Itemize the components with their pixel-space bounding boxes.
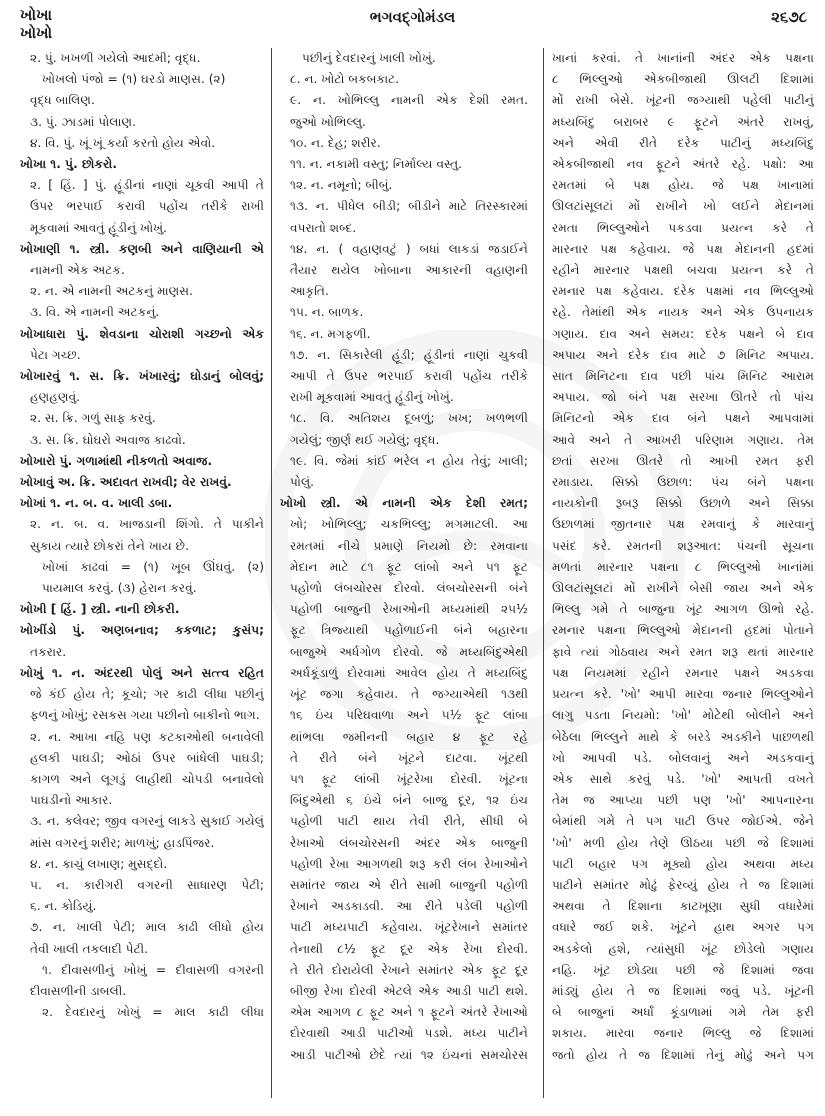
entry-text-line: વૃદ્ધ બાલિણ.: [30, 93, 95, 108]
entry-text-line: અડકેલો હશે, ત્યાંસુધી ખૂંટ છોડેલો ગણાય: [552, 941, 814, 956]
entry-text-line: મળતાં મારનાર પક્ષના ૮ ભિલ્લુઓ ખાનાંમાં: [552, 559, 814, 574]
entry-text-line: પેટા ગચ્છ.: [30, 347, 81, 362]
entry-text-line: પાયમાલ કરવું. (૩) હેરાન કરવું.: [42, 581, 197, 596]
entry-text-line: રેખાઓ લંબચોરસની અંદર એક બાજુની: [290, 835, 528, 850]
entry-text-line: ઊલટાંસૂલટાં મોં રાખીને ખો લઈને મેદાનમાં: [552, 199, 814, 214]
entry-text-line: ૨. સ. ક્રિ. ગળું સાફ કરવું.: [30, 411, 156, 426]
entry-text-line: મોં રાખી બેસે. ખૂંટની જગ્યાથી પહેલી પાટીનું: [552, 93, 814, 108]
entry-text-line: તે રીતે દોરાયેલી રેખાને સમાંતર એક ફૂટ દૂર: [290, 962, 528, 977]
entry-text-line: ૨. [ હિં. ] પું. હૂંડીનાં નાણાં ચૂકવી આપી તે: [30, 178, 264, 193]
headword-entry-line: ખોખી [ હિં. ] સ્ત્રી. નાની છોકરી.: [20, 602, 180, 617]
entry-text-line: રમતા ભિલ્લુઓને પકડવા પ્રયત્ન કરે તે: [552, 220, 814, 235]
entry-text-line: થાંભલા જમીનની બહાર ૪ ફૂટ રહે: [290, 729, 528, 744]
entry-text-line: ખો આપવી પડે. બોલવાનું અને અડકવાનું: [552, 750, 814, 765]
entry-text-line: ૨. ન. બ. વ. ખાજડાની શિંગો. તે પાકીને: [30, 517, 264, 532]
entry-text-line: ઉપર ભરપાઈ કરાવી પહોંચ તરીકે રાખી: [30, 199, 264, 214]
headword-entry-line: ખોખો સ્ત્રી. એ નામની એક દેશી રમત;: [280, 496, 528, 511]
headword-entry-line: ખોખું ૧. ન. અંદરથી પોલું અને સત્ત્વ રહિત: [20, 665, 264, 680]
entry-text-line: પહોળી રેખા આગળથી શરૂ કરી લંબ રેખાઓને: [290, 856, 528, 871]
entry-text-line: ૧૯. વિ. જેમાં કાંઈ ભરેલ ન હોય તેવું; ખાલી;: [290, 453, 528, 468]
entry-text-line: પોલું.: [290, 475, 315, 490]
entry-text-line: તેવી ખાલી તકલાદી પેટી.: [30, 941, 149, 956]
entry-text-line: ૩. વિ. એ નામની અટકનું.: [30, 305, 160, 320]
entry-text-line: નાયકોની રૂબરૂ સિક્કો ઉછાળે અને સિક્કા: [552, 496, 814, 511]
entry-text-line: ૧૨. ન. નમૂનો; બીબું.: [290, 178, 393, 193]
dictionary-column-2: [280, 48, 528, 1108]
entry-text-line: દીવાસળીની ડાબલી.: [30, 983, 127, 998]
entry-text-line: ભિલ્લુ ગમે તે બાજુના ખૂંટ આગળ ઊભો રહે.: [552, 602, 814, 617]
entry-text-line: ખોખલો પંજો = (૧) ઘરડો માણસ. (૨): [42, 72, 226, 87]
column-divider: [271, 48, 272, 1098]
entry-text-line: ૬. ન. કોડિયું.: [30, 899, 97, 914]
entry-text-line: બે બાજુનાં અર્ધાં કૂંડાળામાં ગમે તેમ ફરી: [552, 1005, 814, 1020]
entry-text-line: નામની એક અટક.: [30, 263, 125, 278]
entry-text-line: રમનાર પક્ષના ભિલ્લુઓ મેદાનની હદમાં પોતાને: [552, 623, 814, 638]
entry-text-line: તેમ જ આપ્યા પછી પણ 'ખો' આપનારના: [552, 793, 814, 808]
entry-text-line: ૮ ભિલ્લુઓ એકબીજાથી ઊલટી દિશામાં: [552, 72, 814, 87]
entry-text-line: વપરાતો શબ્દ.: [290, 220, 357, 235]
entry-text-line: તૈયાર થયેલ ખોબાના આકારની વહાણની: [290, 263, 528, 278]
column-divider: [543, 48, 544, 1098]
entry-text-line: મધ્યબિંદુ બરાબર ૯ ફૂટને અંતરે રાખવું,: [552, 114, 814, 129]
headword-entry-line: ખોખીંડો પું. અણબનાવ; કકળાટ; કુસંપ;: [20, 623, 264, 638]
entry-text-line: સાત મિનિટના દાવ પછી પાંચ મિનિટ આરામ: [552, 369, 814, 384]
entry-text-line: પહોળી પાટી થાય તેવી રીતે, સીધી બે: [290, 814, 528, 829]
entry-text-line: એકબીજાથી નવ ફૂટને અંતરે રહે. પક્ષો: આ: [552, 157, 814, 172]
entry-text-line: તેનાથી ૮½ ફૂટ દૂર એક રેખા દોરવી.: [290, 941, 528, 956]
entry-text-line: તકરાર.: [30, 644, 67, 659]
entry-text-line: દોરવાથી આડી પાટીઓ પડશે. મધ્ય પાટીને: [290, 1026, 528, 1041]
entry-text-line: રમાડાય. સિક્કો ઉછાળ: પંચ બંને પક્ષના: [552, 475, 814, 490]
entry-text-line: રાખી મૂકવામાં આવતું હૂંડીનું ખોખું.: [290, 390, 454, 405]
entry-text-line: એક સાથે કરવું પડે. 'ખો' આપતી વખતે: [552, 771, 814, 786]
entry-text-line: પાઘડીનો આકાર.: [30, 793, 113, 808]
entry-text-line: આપી તે ઉપર ભરપાઈ કરાવી પહોંચ તરીકે: [290, 369, 528, 384]
entry-text-line: માંડ્યું હોય તે જ દિશામાં જવું પડે. ખૂંટની: [552, 983, 814, 998]
entry-text-line: ૩. પું. ઝાડમાં પોલાણ.: [30, 114, 136, 129]
entry-text-line: અથવા તે દિશાના કાટખૂણા સુધી વધારેમાં: [552, 899, 814, 914]
entry-text-line: ૧૫. ન. બાળક.: [290, 305, 364, 320]
book-title: ભગવદ્ગોમંડલ: [369, 8, 456, 26]
dictionary-column-1: [20, 48, 264, 1108]
entry-text-line: મૂકવામાં આવતું હૂંડીનું ખોખું.: [30, 220, 168, 235]
entry-text-line: હણહણવું.: [30, 390, 81, 405]
entry-text-line: પાટી મધ્યપાટી કહેવાય. ખૂંટરેખાને સમાંતર: [290, 920, 528, 935]
entry-text-line: ગણાય. દાવ અને સમય: દરેક પક્ષને બે દાવ: [552, 326, 814, 341]
entry-text-line: આકૃતિ.: [290, 284, 329, 299]
headword-entry-line: ખોખાવું અ. ક્રિ. અદાવત રાખવી; વેર રાખવું.: [20, 475, 232, 490]
entry-text-line: છતાં સરખા ઊતરે તો આખી રમત ફરી: [552, 453, 814, 468]
page-header: [0, 0, 825, 46]
entry-text-line: ૫૧ ફૂટ લાંબી ખૂંટરેખા દોરવી. ખૂંટના: [290, 771, 528, 786]
entry-text-line: ૨. ન. એ નામની અટકનું માણસ.: [30, 284, 194, 299]
entry-text-line: રમનાર પક્ષ કહેવાય. દરેક પક્ષમાં નવ ભિલ્લુઓ: [552, 284, 814, 299]
entry-text-line: લાગુ પડતા નિયમો: 'ખો' મોટેથી બોલીને અને: [552, 708, 814, 723]
entry-text-line: ૧૦. ન. દેહ; શરીર.: [290, 135, 381, 150]
entry-text-line: જે કંઈ હોય તે; કૂચો; ગર કાઢી લીધા પછીનું: [30, 687, 264, 702]
entry-text-line: પહોળો લંબચોરસ દોરવો. લંબચોરસની બંને: [290, 581, 528, 596]
entry-text-line: સુકાય ત્યારે છોકરાં તેને ખાય છે.: [30, 538, 189, 553]
headword-entry-line: ખોખારો પું. ગળામાંથી નીકળતો અવાજ.: [20, 453, 213, 468]
entry-text-line: ૧૩. ન. પીધેલ બીડી; બીડીને માટે તિરસ્કારમાં: [290, 199, 528, 214]
entry-text-line: ખૂંટ જગા કહેવાય. તે જગ્યાએથી ૧૩થી: [290, 687, 528, 702]
entry-text-line: નહિ. ખૂંટ છોડ્યા પછી જે દિશામાં જવા: [552, 962, 814, 977]
entry-text-line: અપાય. જો બંને પક્ષ સરખા ઊતરે તો પાંચ: [552, 390, 814, 405]
entry-text-line: પસંદ કરે. રમતની શરૂઆત: પંચની સૂચના: [552, 538, 814, 553]
entry-text-line: ૮. ન. ખોટો બકબકાટ.: [290, 72, 400, 87]
entry-text-line: પહોળી બાજુની રેખાઓની મધ્યમાંથી ૨૫½: [290, 602, 528, 617]
entry-text-line: ૪. વિ. પું. ખૂં ખૂં કર્યા કરતો હોય એવો.: [30, 135, 216, 150]
entry-text-line: ૩. ન. કલેવર; જીવ વગરનું લાકડે સુકાઈ ગયેલું: [30, 814, 264, 829]
headword-entry-line: ખોખા ૧. પું. છોકરો.: [20, 157, 117, 172]
headword-entry-line: ખોખાં ૧. ન. બ. વ. ખાલી ડબા.: [20, 496, 173, 511]
entry-text-line: બાજુએ અર્ધગોળ દોરવો. જે મધ્યબિંદુએથી: [290, 644, 528, 659]
headword-entry-line: ખોખાણી ૧. સ્ત્રી. કણબી અને વાણિયાની એ: [20, 241, 264, 256]
entry-text-line: હલકી પાઘડી; ઓઠાં ઉપર બાંધેલી પાઘડી;: [30, 750, 264, 765]
entry-text-line: ખો; ખોભિલ્લુ; ચકભિલ્લુ; મગમાટલી. આ: [290, 517, 528, 532]
entry-text-line: મેદાન માટે ૮૧ ફૂટ લાંબો અને ૫૧ ફૂટ: [290, 559, 528, 574]
entry-text-line: અને એવી રીતે દરેક પાટીનું મધ્યબિંદુ: [552, 135, 814, 150]
guide-word-last: ખોખો: [20, 24, 53, 42]
entry-text-line: રેખાને અડકાડવી. આ રીતે પડેલી પહોળી: [290, 899, 528, 914]
entry-text-line: ૩. સ. ક્રિ. ઘોઘરો અવાજ કાઢવો.: [30, 432, 186, 447]
entry-text-line: રહે. તેમાંથી એક નાયક અને એક ઉપનાયક: [552, 305, 814, 320]
entry-text-line: બિંદુએથી ૬ ઇંચે બંને બાજુ દૂર, ૧૨ ઇંચ: [290, 793, 528, 808]
entry-text-line: જતો હોય તે જ દિશામાં તેનું મોઢું અને પગ: [552, 1047, 814, 1062]
entry-text-line: 'ખો' મળી હોય તેણે ઊઠયા પછી જે દિશામાં: [552, 835, 814, 850]
entry-text-line: ફળનું ખોખું; રસકસ ગયા પછીનો બાકીનો ભાગ.: [30, 708, 260, 723]
entry-text-line: ફૂટ ત્રિજ્યાથી પહોળાઈની બંને બહારના: [290, 623, 528, 638]
entry-text-line: ૨. ન. આખા નહિ પણ કટકાઓથી બનાવેલી: [30, 729, 264, 744]
entry-text-line: ૧૬. ન. મગફળી.: [290, 326, 371, 341]
entry-text-line: ગયેલું; જીર્ણ થઈ ગયેલું; વૃદ્ધ.: [290, 432, 440, 447]
guide-word-first: ખોખા: [20, 6, 53, 24]
entry-text-line: આડી પાટીઓ છેદે ત્યાં ૧૨ ઇંચનાં સમચોરસ: [290, 1047, 528, 1062]
entry-text-line: સમાંતર જાય એ રીતે સામી બાજુની પહોળી: [290, 877, 528, 892]
entry-text-line: ૨. દેવદારનું ખોખું = માલ કાઢી લીધા: [42, 1005, 264, 1020]
entry-text-line: બેમાંથી ગમે તે પગ પાટી ઉપર જોઈએ. જેને: [552, 814, 814, 829]
entry-text-line: ૨. પું. ખખળી ગયેલો આદમી; વૃદ્ધ.: [30, 51, 201, 65]
entry-text-line: શકાય. મારવા જનાર ભિલ્લુ જે દિશામાં: [552, 1026, 814, 1041]
entry-text-line: બીજી રેખા દોરવી એટલે એક આડી પાટી થશે.: [290, 983, 528, 998]
entry-text-line: અર્ધકૂંડાળું દોરવામાં આવેલ હોય તે મધ્યબિંદુ: [290, 665, 528, 680]
entry-text-line: અપાય અને દરેક દાવ માટે ૭ મિનિટ અપાય.: [552, 347, 814, 362]
entry-text-line: ઉછાળમાં જીતનાર પક્ષ રમવાનું કે મારવાનું: [552, 517, 814, 532]
entry-text-line: ખાનાં કરવાં. તે ખાનાંની અંદર એક પક્ષના: [552, 51, 814, 65]
entry-text-line: ૧૧. ન. નકામી વસ્તુ; નિર્માલ્ય વસ્તુ.: [290, 157, 463, 172]
entry-text-line: રહીને મારનાર પક્ષથી બચવા પ્રયત્ન કરે તે: [552, 263, 814, 278]
entry-text-line: ખોખાં કાઢવાં = (૧) ખૂબ ઊંઘવું. (૨): [42, 559, 264, 574]
entry-text-line: જુઓ ખોભિલ્લુ.: [290, 114, 366, 129]
entry-text-line: ૧૭. ન. સિકારેલી હૂંડી; હૂંડીનાં નાણાં ચુકવી: [290, 347, 528, 362]
entry-text-line: એમ આગળ ૮ ફૂટ અને ૧ ફૂટને અંતરે રેખાઓ: [290, 1005, 528, 1020]
entry-text-line: કાગળ અને લૂગડું લાહીથી ચોપડી બનાવેલો: [30, 771, 264, 786]
dictionary-column-3: [552, 48, 814, 1108]
entry-text-line: ૧૬ ઇંચ પરિઘવાળા અને ૫½ ફૂટ લાંબા: [290, 708, 528, 723]
entry-text-line: રમતમાં બે પક્ષ હોય. જે પક્ષ ખાનામાં: [552, 178, 814, 193]
entry-text-line: ફાવે ત્યાં ગોઠવાય અને રમત શરૂ થતાં મારનાર: [552, 644, 814, 659]
entry-text-line: વધારે જઈ શકે. ખૂંટને હાથ અગર પગ: [552, 920, 814, 935]
entry-text-line: પક્ષ નિયમમાં રહીને રમનાર પક્ષને અડકવા: [552, 665, 814, 680]
entry-text-line: તે રીતે બંને ખૂંટને દાટવા. ખૂંટથી: [290, 750, 528, 765]
entry-text-line: મિનિટનો એક દાવ બંને પક્ષને આપવામાં: [552, 411, 814, 426]
entry-text-line: ૧૮. વિ. અતિશય દૂબળું; ખખ; ખળભળી: [290, 411, 528, 426]
entry-text-line: બેઠેલા ભિલ્લુને માથે કે બરડે અડકીને પાછળથી: [552, 729, 814, 744]
headword-entry-line: ખોખાધારા પું. શેવડાના ચોરાશી ગચ્છનો એક: [20, 326, 264, 341]
entry-text-line: પાટીને સમાંતર મોઢું ફેરવ્યું હોય તે જ દિશામાં: [552, 877, 814, 892]
entry-text-line: આવે અને તે આખરી પરિણામ ગણાય. તેમ: [552, 432, 814, 447]
entry-text-line: પછીનું દેવદારનું ખાલી ખોખું.: [302, 51, 436, 65]
headword-entry-line: ખોખારવું ૧. સ. ક્રિ. ખંખારવું; ઘોડાનું બોલવું;: [20, 369, 264, 384]
entry-text-line: મારનાર પક્ષ કહેવાય. જે પક્ષ મેદાનની હદમાં: [552, 241, 814, 256]
entry-text-line: ઊલટાંસૂલટાં મોં રાખીને બેસી જાય અને એક: [552, 581, 814, 596]
entry-text-line: ૭. ન. ખાલી પેટી; માલ કાઢી લીધો હોય: [30, 920, 264, 935]
entry-text-line: ૪. ન. કાચું લખાણ; મુસદ્દો.: [30, 856, 168, 871]
entry-text-line: પ્રયત્ન કરે. 'ખો' આપી મારવા જનાર ભિલ્લુઓને: [552, 687, 814, 702]
entry-text-line: ૫. ન. કારીગરી વગરની સાધારણ પેટી;: [30, 877, 264, 892]
entry-text-line: ૧૪. ન. ( વહાણવટું ) બધાં લાકડાં જડાઈને: [290, 241, 528, 256]
entry-text-line: ૯. ન. ખોભિલ્લુ નામની એક દેશી રમત.: [290, 93, 528, 108]
entry-text-line: ૧. દીવાસળીનું ખોખું = દીવાસળી વગરની: [42, 962, 264, 977]
page-number: ૨૬૭૮: [771, 8, 807, 26]
entry-text-line: માંસ વગરનું શરીર; માળખું; હાડપિંજર.: [30, 835, 215, 850]
entry-text-line: રમતમાં નીચે પ્રમાણે નિયમો છે: રમવાના: [290, 538, 528, 553]
entry-text-line: પાટી બહાર પગ મૂક્યો હોય અથવા મધ્ય: [552, 856, 814, 871]
